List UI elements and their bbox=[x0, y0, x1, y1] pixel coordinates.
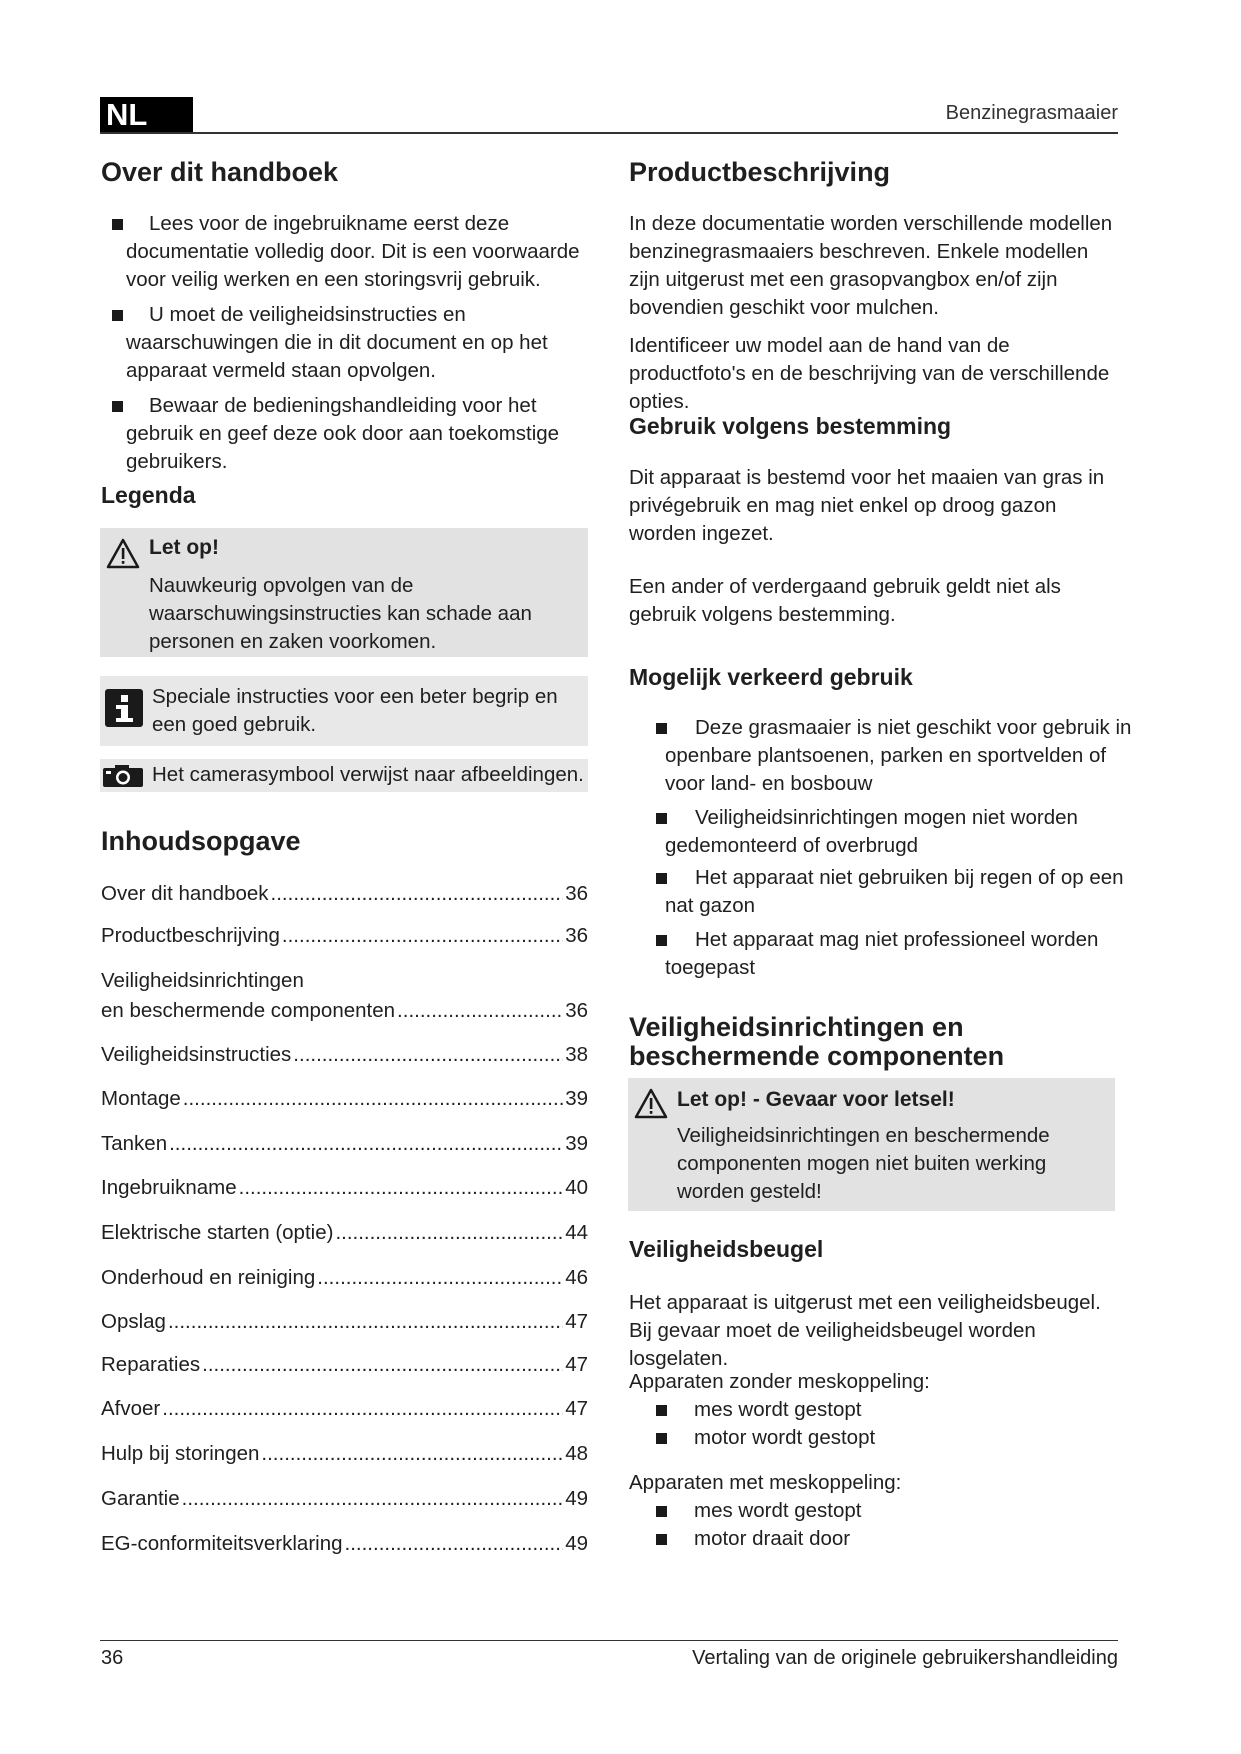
list-item: Lees voor de ingebruikname eerst deze documentatie volledig door. Dit is een voorwaarde voor veilig werken en een storingsvrij gebruik. bbox=[86, 210, 606, 294]
toc-item[interactable]: Opslag ..... 47 bbox=[101, 1308, 588, 1336]
list-item: Bewaar de bedieningshandleiding voor het gebruik en geef deze ook door aan toekomstige gebruikers. bbox=[86, 392, 606, 476]
safety-warning-title: Let op! - Gevaar voor letsel! bbox=[677, 1088, 955, 1111]
list-item: Deze grasmaaier is niet geschikt voor gebruik in openbare plantsoenen, parken en sportvelden of voor land- en bosbouw bbox=[629, 714, 1139, 798]
page-number: 36 bbox=[101, 1647, 124, 1669]
bracket-paragraph: Het apparaat is uitgerust met een veiligheidsbeugel. Bij gevaar moet de veiligheidsbeugel worden losgelaten. bbox=[629, 1291, 1101, 1370]
toc-item[interactable]: Ingebruikname ..... 40 bbox=[101, 1174, 588, 1202]
with-clutch-label: Apparaten met meskoppeling: bbox=[629, 1471, 902, 1494]
section-title-intended-use: Gebruik volgens bestemming bbox=[629, 413, 952, 439]
section-title-misuse: Mogelijk verkeerd gebruik bbox=[629, 664, 913, 690]
legend-info-text: Speciale instructies voor een beter begrip en een goed gebruik. bbox=[152, 685, 558, 736]
safety-warning-box bbox=[628, 1078, 1115, 1211]
toc-item[interactable]: Montage ..... 39 bbox=[101, 1085, 588, 1113]
misuse-bullet-list bbox=[629, 714, 1139, 982]
toc-item[interactable]: Hulp bij storingen ..... 48 bbox=[101, 1440, 588, 1468]
toc-list bbox=[101, 0, 588, 1600]
toc-item[interactable]: Over dit handboek ..... 36 bbox=[101, 880, 588, 908]
product-paragraph-1: In deze documentatie worden verschillende modellen benzinegrasmaaiers beschreven. Enkele modellen zijn uitgerust met een grasopvangbox en/of zijn bovendien geschikt voor mulchen. bbox=[629, 212, 1113, 319]
intended-use-paragraph-1: Dit apparaat is bestemd voor het maaien van gras in privégebruik en mag niet enkel op droog gazon worden ingezet. bbox=[629, 466, 1105, 545]
section-title-product: Productbeschrijving bbox=[629, 157, 891, 187]
language-badge: NL bbox=[100, 97, 193, 133]
list-item: Het apparaat mag niet professioneel worden toegepast bbox=[629, 926, 1139, 982]
legend-warning-text: Nauwkeurig opvolgen van de waarschuwingsinstructies kan schade aan personen en zaken voorkomen. bbox=[149, 574, 532, 653]
toc-item[interactable]: Garantie ..... 49 bbox=[101, 1485, 588, 1513]
section-title-legend: Legenda bbox=[101, 482, 196, 508]
without-clutch-label: Apparaten zonder meskoppeling: bbox=[629, 1370, 930, 1393]
product-paragraph-2: Identificeer uw model aan de hand van de productfoto's en de beschrijving van de verschillende opties. bbox=[629, 334, 1110, 413]
toc-item[interactable]: Elektrische starten (optie) ..... 44 bbox=[101, 1219, 588, 1247]
without-clutch-list bbox=[629, 1396, 1129, 1452]
warning-triangle-icon bbox=[634, 1088, 668, 1119]
list-item: mes wordt gestopt bbox=[629, 1497, 1129, 1525]
legend-warning-title: Let op! bbox=[149, 536, 219, 559]
list-item: mes wordt gestopt bbox=[629, 1396, 1129, 1424]
section-title-bracket: Veiligheidsbeugel bbox=[629, 1236, 824, 1262]
toc-item[interactable]: Onderhoud en reiniging ..... 46 bbox=[101, 1264, 588, 1292]
footer-text: Vertaling van de originele gebruikershandleiding bbox=[692, 1647, 1118, 1669]
toc-item[interactable]: Afvoer ..... 47 bbox=[101, 1395, 588, 1423]
toc-item[interactable]: Veiligheidsinstructies ..... 38 bbox=[101, 1041, 588, 1069]
toc-item[interactable]: EG-conformiteitsverklaring ..... 49 bbox=[101, 1530, 588, 1558]
section-title-toc: Inhoudsopgave bbox=[101, 826, 301, 856]
intended-use-paragraph-2: Een ander of verdergaand gebruik geldt niet als gebruik volgens bestemming. bbox=[629, 575, 1061, 626]
list-item: motor wordt gestopt bbox=[629, 1424, 1129, 1452]
toc-item-prefix: Veiligheidsinrichtingen bbox=[101, 969, 304, 992]
section-title-safety: Veiligheidsinrichtingen en beschermende componenten bbox=[629, 1012, 1005, 1071]
footer-divider bbox=[100, 1640, 1118, 1641]
list-item: Veiligheidsinrichtingen mogen niet worden gedemonteerd of overbrugd bbox=[629, 804, 1139, 860]
list-item: Het apparaat niet gebruiken bij regen of op een nat gazon bbox=[629, 864, 1139, 920]
section-title-about: Over dit handboek bbox=[101, 157, 339, 187]
toc-item[interactable]: en beschermende componenten ..... 36 bbox=[101, 997, 588, 1025]
list-item: U moet de veiligheidsinstructies en waarschuwingen die in dit document en op het apparaat vermeld staan opvolgen. bbox=[86, 301, 606, 385]
toc-item[interactable]: Productbeschrijving ..... 36 bbox=[101, 922, 588, 950]
with-clutch-list bbox=[629, 1497, 1129, 1553]
safety-warning-text: Veiligheidsinrichtingen en beschermende componenten mogen niet buiten werking worden gesteld! bbox=[677, 1124, 1050, 1203]
header-title: Benzinegrasmaaier bbox=[945, 102, 1118, 124]
legend-camera-text: Het camerasymbool verwijst naar afbeeldingen. bbox=[152, 763, 584, 786]
list-item: motor draait door bbox=[629, 1525, 1129, 1553]
toc-item[interactable]: Reparaties ..... 47 bbox=[101, 1351, 588, 1379]
toc-item[interactable]: Tanken ..... 39 bbox=[101, 1130, 588, 1158]
